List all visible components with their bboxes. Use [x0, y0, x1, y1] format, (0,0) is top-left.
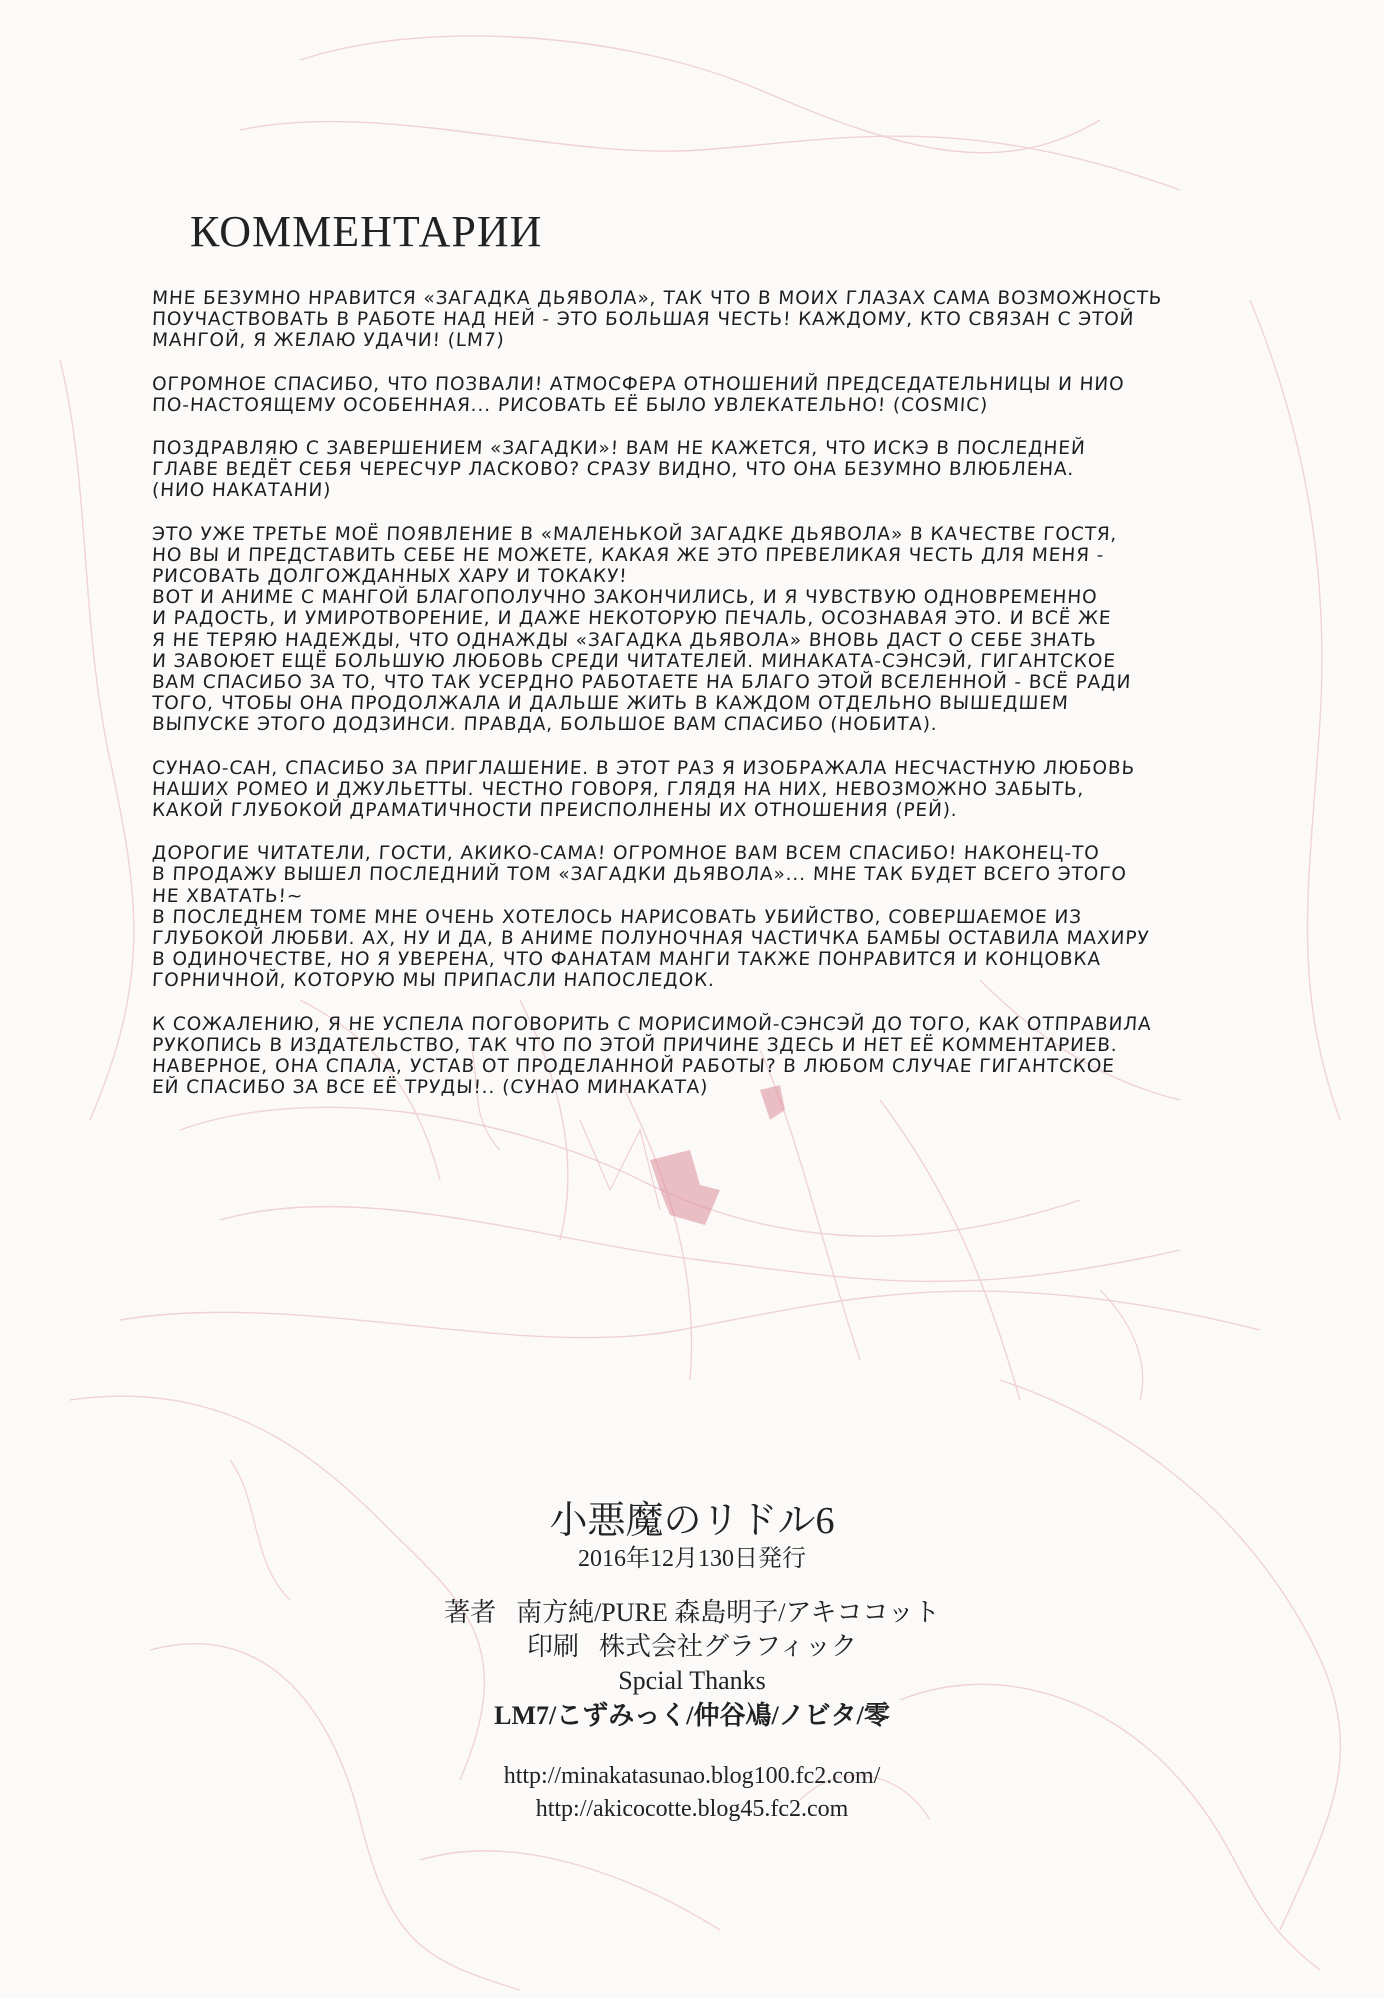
comments-section: [152, 288, 1292, 1121]
comment-line: В ПОСЛЕДНЕМ ТОМЕ МНЕ ОЧЕНЬ ХОТЕЛОСЬ НАРИСОВАТЬ УБИЙСТВО, СОВЕРШАЕМОЕ ИЗ: [151, 906, 1083, 928]
comment-line: ЕЙ СПАСИБО ЗА ВСЕ ЕЁ ТРУДЫ!.. (СУНАО МИНАКАТА): [151, 1077, 709, 1099]
comment-line: ТОГО, ЧТОБЫ ОНА ПРОДОЛЖАЛА И ДАЛЬШЕ ЖИТЬ В КАЖДОМ ОТДЕЛЬНО ВЫШЕДШЕМ: [151, 693, 1070, 715]
comment-line: ЭТО УЖЕ ТРЕТЬЕ МОЁ ПОЯВЛЕНИЕ В «МАЛЕНЬКОЙ ЗАГАДКЕ ДЬЯВОЛА» В КАЧЕСТВЕ ГОСТЯ,: [151, 523, 1118, 545]
print-label: 印刷: [527, 1632, 580, 1661]
comment-line: НАШИХ РОМЕО И ДЖУЛЬЕТТЫ. ЧЕСТНО ГОВОРЯ, ГЛЯДЯ НА НИХ, НЕВОЗМОЖНО ЗАБЫТЬ,: [151, 778, 1085, 800]
special-thanks-names: LM7/こずみっく/仲谷鳰/ノビタ/零: [494, 1701, 890, 1730]
comment-line: К СОЖАЛЕНИЮ, Я НЕ УСПЕЛА ПОГОВОРИТЬ С МОРИСИМОЙ-СЭНСЭЙ ДО ТОГО, КАК ОТПРАВИЛА: [151, 1013, 1153, 1035]
author-value: 南方純/PURE 森島明子/アキココット: [516, 1598, 940, 1627]
colophon: [0, 1498, 1384, 1826]
comment-line: ВАМ СПАСИБО ЗА ТО, ЧТО ТАК УСЕРДНО РАБОТАЕТЕ НА БЛАГО ЭТОЙ ВСЕЛЕННОЙ - ВСЁ РАДИ: [151, 672, 1132, 694]
author-label: 著者: [444, 1598, 497, 1627]
comment-line: МАНГОЙ, Я ЖЕЛАЮ УДАЧИ! (LM7): [151, 330, 506, 352]
book-title: 小悪魔のリドル6: [549, 1500, 835, 1542]
comment-line: Я НЕ ТЕРЯЮ НАДЕЖДЫ, ЧТО ОДНАЖДЫ «ЗАГАДКА ДЬЯВОЛА» ВНОВЬ ДАСТ О СЕБЕ ЗНАТЬ: [151, 629, 1098, 651]
comment-line: НО ВЫ И ПРЕДСТАВИТЬ СЕБЕ НЕ МОЖЕТЕ, КАКАЯ ЖЕ ЭТО ПРЕВЕЛИКАЯ ЧЕСТЬ ДЛЯ МЕНЯ -: [151, 544, 1105, 566]
comment-line: (НИО НАКАТАНИ): [151, 480, 332, 502]
comment-line: ГЛАВЕ ВЕДЁТ СЕБЯ ЧЕРЕСЧУР ЛАСКОВО? СРАЗУ ВИДНО, ЧТО ОНА БЕЗУМНО ВЛЮБЛЕНА.: [151, 459, 1075, 481]
comment-line: ОГРОМНОЕ СПАСИБО, ЧТО ПОЗВАЛИ! АТМОСФЕРА ОТНОШЕНИЙ ПРЕДСЕДАТЕЛЬНИЦЫ И НИО: [151, 373, 1126, 395]
blog-url-1[interactable]: http://minakatasunao.blog100.fc2.com/: [503, 1763, 881, 1789]
comment-line: ПОЗДРАВЛЯЮ С ЗАВЕРШЕНИЕМ «ЗАГАДКИ»! ВАМ НЕ КАЖЕТСЯ, ЧТО ИСКЭ В ПОСЛЕДНЕЙ: [151, 438, 1087, 460]
publication-date: 2016年12月130日発行: [578, 1546, 806, 1572]
comment-line: РИСОВАТЬ ДОЛГОЖДАННЫХ ХАРУ И ТОКАКУ!: [151, 566, 628, 588]
comment-paragraph: [152, 843, 1292, 991]
author-credit: [0, 1596, 1384, 1630]
blog-url-2[interactable]: http://akicocotte.blog45.fc2.com: [535, 1796, 849, 1822]
comment-line: В ОДИНОЧЕСТВЕ, НО Я УВЕРЕНА, ЧТО ФАНАТАМ МАНГИ ТАКЖЕ ПОНРАВИТСЯ И КОНЦОВКА: [151, 949, 1102, 971]
page-title: КОММЕНТАРИИ: [190, 207, 543, 256]
comment-line: ПОУЧАСТВОВАТЬ В РАБОТЕ НАД НЕЙ - ЭТО БОЛЬШАЯ ЧЕСТЬ! КАЖДОМУ, КТО СВЯЗАН С ЭТОЙ: [151, 309, 1135, 331]
comment-paragraph: [152, 374, 1292, 416]
comment-paragraph: [152, 758, 1292, 822]
comment-line: ДОРОГИЕ ЧИТАТЕЛИ, ГОСТИ, АКИКО-САМА! ОГРОМНОЕ ВАМ ВСЕМ СПАСИБО! НАКОНЕЦ-ТО: [151, 843, 1101, 865]
print-credit: [0, 1630, 1384, 1664]
comment-line: КАКОЙ ГЛУБОКОЙ ДРАМАТИЧНОСТИ ПРЕИСПОЛНЕНЫ ИХ ОТНОШЕНИЯ (РЕЙ).: [151, 800, 959, 822]
comment-paragraph: [152, 288, 1292, 352]
comment-line: МНЕ БЕЗУМНО НРАВИТСЯ «ЗАГАДКА ДЬЯВОЛА», ТАК ЧТО В МОИХ ГЛАЗАХ САМА ВОЗМОЖНОСТЬ: [151, 288, 1163, 309]
print-value: 株式会社グラフィック: [599, 1632, 857, 1661]
comment-line: ГОРНИЧНОЙ, КОТОРУЮ МЫ ПРИПАСЛИ НАПОСЛЕДОК.: [151, 970, 716, 992]
comment-line: СУНАО-САН, СПАСИБО ЗА ПРИГЛАШЕНИЕ. В ЭТОТ РАЗ Я ИЗОБРАЖАЛА НЕСЧАСТНУЮ ЛЮБОВЬ: [151, 757, 1136, 779]
comment-paragraph: [152, 438, 1292, 502]
comment-line: РУКОПИСЬ В ИЗДАТЕЛЬСТВО, ТАК ЧТО ПО ЭТОЙ ПРИЧИНЕ ЗДЕСЬ И НЕТ ЕЁ КОММЕНТАРИЕВ.: [151, 1034, 1119, 1056]
comment-line: ПО-НАСТОЯЩЕМУ ОСОБЕННАЯ... РИСОВАТЬ ЕЁ БЫЛО УВЛЕКАТЕЛЬНО! (COSMIC): [151, 394, 989, 416]
comment-line: НАВЕРНОЕ, ОНА СПАЛА, УСТАВ ОТ ПРОДЕЛАННОЙ РАБОТЫ? В ЛЮБОМ СЛУЧАЕ ГИГАНТСКОЕ: [151, 1056, 1116, 1078]
comment-line: И ЗАВОЮЕТ ЕЩЁ БОЛЬШУЮ ЛЮБОВЬ СРЕДИ ЧИТАТЕЛЕЙ. МИНАКАТА-СЭНСЭЙ, ГИГАНТСКОЕ: [151, 650, 1117, 672]
comment-line: ВОТ И АНИМЕ С МАНГОЙ БЛАГОПОЛУЧНО ЗАКОНЧИЛИСЬ, И Я ЧУВСТВУЮ ОДНОВРЕМЕННО: [151, 587, 1099, 609]
comment-paragraph: [152, 524, 1292, 736]
comment-line: ГЛУБОКОЙ ЛЮБВИ. АХ, НУ И ДА, В АНИМЕ ПОЛУНОЧНАЯ ЧАСТИЧКА БАМБЫ ОСТАВИЛА МАХИРУ: [151, 928, 1151, 950]
comment-line: И РАДОСТЬ, И УМИРОТВОРЕНИЕ, И ДАЖЕ НЕКОТОРУЮ ПЕЧАЛЬ, ОСОЗНАВАЯ ЭТО. И ВСЁ ЖЕ: [151, 608, 1112, 630]
comment-line: В ПРОДАЖУ ВЫШЕЛ ПОСЛЕДНИЙ ТОМ «ЗАГАДКИ ДЬЯВОЛА»... МНЕ ТАК БУДЕТ ВСЕГО ЭТОГО: [151, 864, 1128, 886]
special-thanks-label: Spcial Thanks: [618, 1666, 766, 1695]
comment-line: НЕ ХВАТАТЬ!~: [151, 885, 304, 907]
comment-line: ВЫПУСКЕ ЭТОГО ДОДЗИНСИ. ПРАВДА, БОЛЬШОЕ ВАМ СПАСИБО (НОБИТА).: [151, 714, 939, 736]
comment-paragraph: [152, 1014, 1292, 1099]
